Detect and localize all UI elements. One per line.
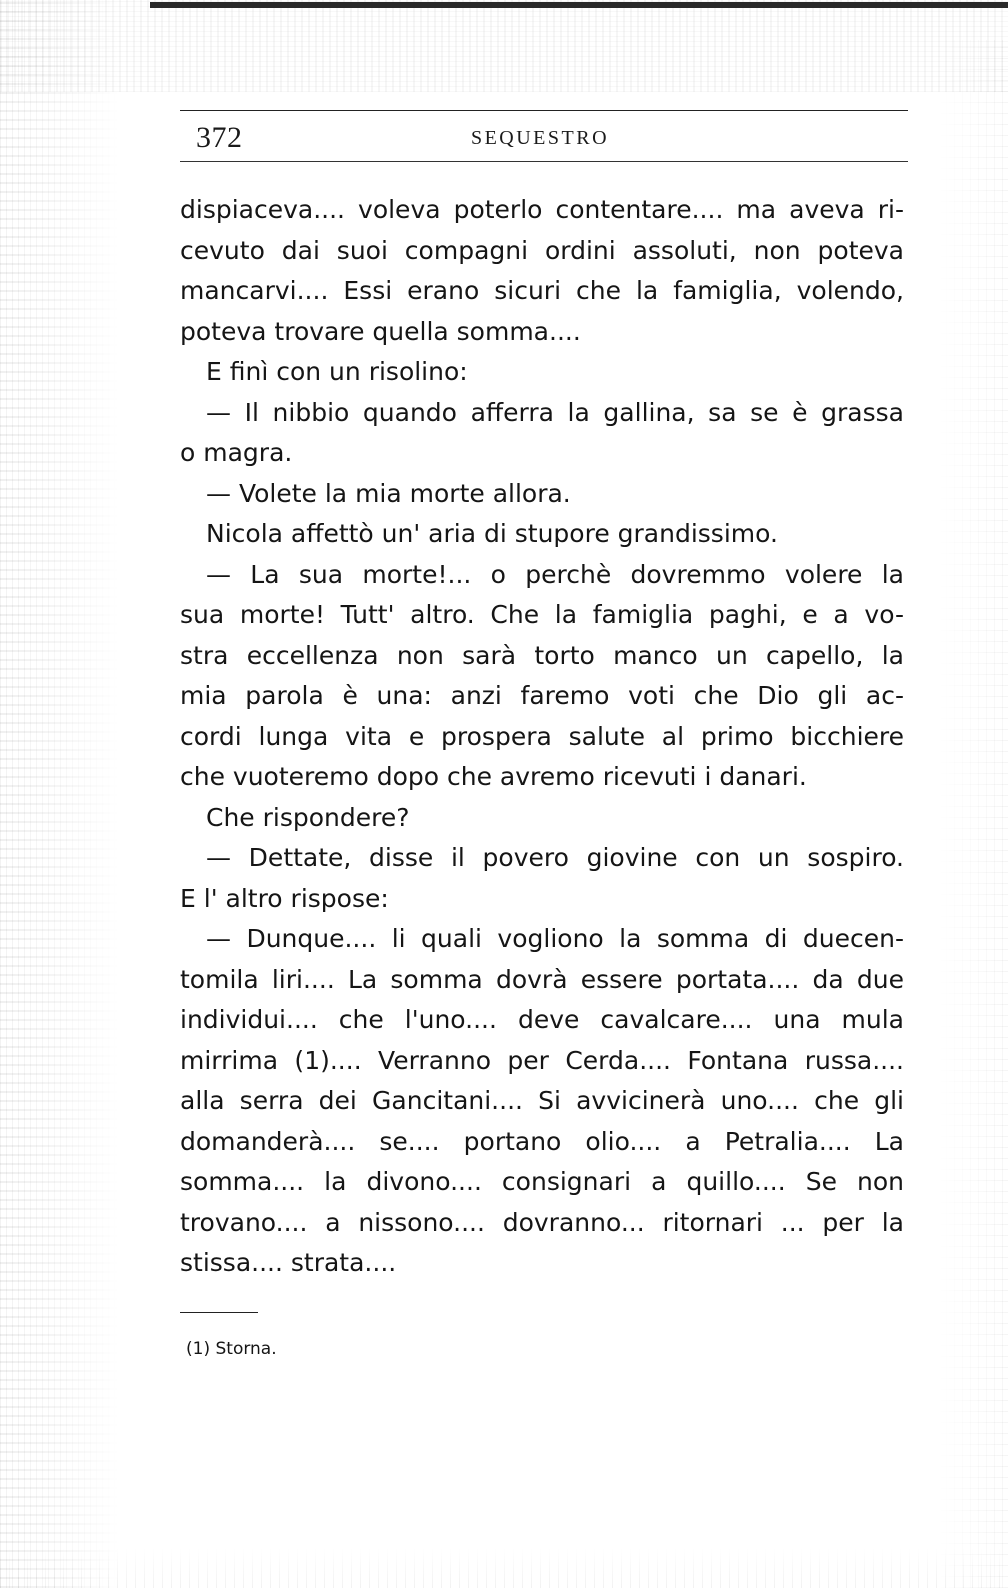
text-line: E l' altro rispose: xyxy=(180,883,389,913)
text-line: — Il nibbio quando afferra la gallina, sa se è grassa xyxy=(206,397,904,427)
text-line: — Dettate, disse il povero giovine con un sospiro. xyxy=(206,843,904,872)
text-line: cordi lunga vita e prospera salute al primo bicchiere xyxy=(180,721,904,751)
scan-noise-left xyxy=(0,0,120,1588)
text-line: somma.... la divono.... consignari a quillo.... Se non xyxy=(180,1167,904,1196)
text-line: stissa.... strata.... xyxy=(180,1248,397,1277)
text-line: sua morte! Tutt' altro. Che la famiglia paghi, e a vo- xyxy=(180,600,904,629)
text-line: mia parola è una: anzi faremo voti che Dio gli ac- xyxy=(180,681,904,710)
text-line: stra eccellenza non sarà torto manco un capello, la xyxy=(180,640,904,670)
text-line: o magra. xyxy=(180,438,293,467)
page-number: 372 xyxy=(196,121,243,154)
text-line: domanderà.... se.... portano olio.... a Petralia.... La xyxy=(180,1126,904,1156)
text-line: dispiaceva.... voleva poterlo contentare.... ma aveva ri- xyxy=(180,195,904,224)
running-title: SEQUESTRO xyxy=(470,127,610,149)
scan-noise-top xyxy=(0,0,1008,92)
text-line: individui.... che l'uno.... deve cavalcare.... una mula xyxy=(180,1005,904,1034)
text-line: cevuto dai suoi compagni ordini assoluti, non poteva xyxy=(180,235,904,265)
text-line: mirrima (1).... Verranno per Cerda.... Fontana russa.... xyxy=(180,1045,904,1075)
text-line: — Dunque.... li quali vogliono la somma di duecen- xyxy=(206,924,904,953)
header-bottom-rule xyxy=(180,161,908,162)
footnote-rule xyxy=(180,1312,258,1313)
scan-edge-top xyxy=(150,2,1008,8)
text-line: poteva trovare quella somma.... xyxy=(180,316,581,346)
text-line: tomila liri.... La somma dovrà essere portata.... da due xyxy=(180,964,904,994)
text-line: mancarvi.... Essi erano sicuri che la famiglia, volendo, xyxy=(180,276,904,305)
text-line: Nicola affettò un' aria di stupore grandissimo. xyxy=(206,519,778,548)
text-line: alla serra dei Gancitani.... Si avvicinerà uno.... che gli xyxy=(180,1086,904,1115)
text-line: E finì con un risolino: xyxy=(206,357,468,386)
text-line: — La sua morte!... o perchè dovremmo volere la xyxy=(206,559,904,589)
scan-noise-right xyxy=(938,40,1008,1588)
body-text xyxy=(180,190,908,1284)
running-head xyxy=(180,111,908,161)
scan-noise-bottom xyxy=(0,1548,1008,1588)
text-line: — Volete la mia morte allora. xyxy=(206,478,571,508)
text-line: che vuoteremo dopo che avremo ricevuti i danari. xyxy=(180,762,807,791)
text-line: Che rispondere? xyxy=(206,802,410,832)
text-line: trovano.... a nissono.... dovranno... ritornari ... per la xyxy=(180,1207,904,1237)
footnote: (1) Storna. xyxy=(186,1338,277,1359)
book-page xyxy=(180,110,908,1359)
